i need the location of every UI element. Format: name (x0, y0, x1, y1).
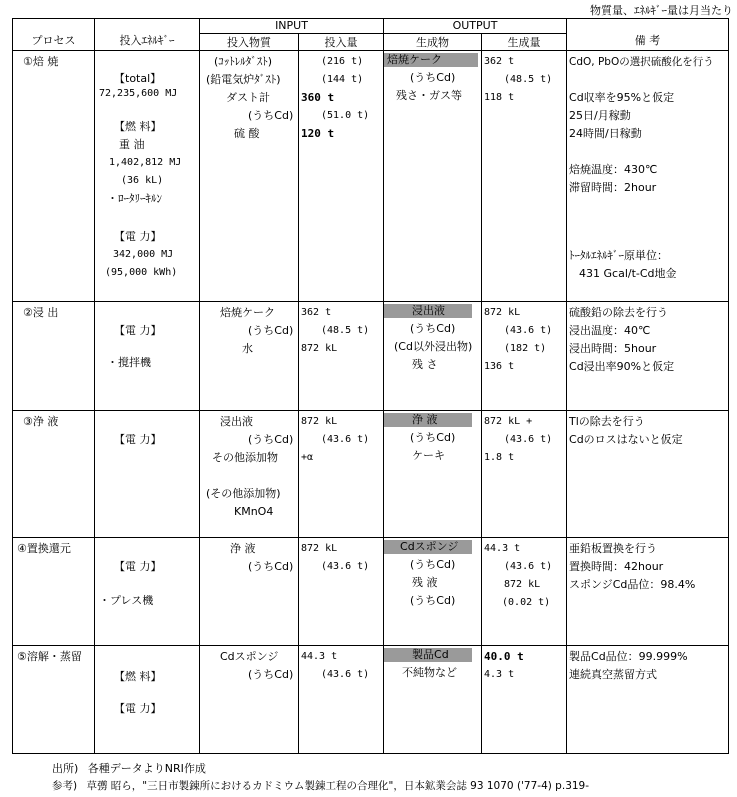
output-amount: 362 t (484, 56, 515, 68)
energy-line: 72,235,600 MJ (99, 88, 178, 100)
remark: 24時間/日稼動 (569, 127, 642, 141)
energy-line: 【電 力】 (114, 230, 162, 244)
output-amount: (182 t) (504, 343, 547, 355)
input-amount: 120 t (301, 127, 335, 141)
product: (うちCd) (410, 557, 456, 571)
input-material: (うちCd) (248, 324, 294, 338)
remark: 431 Gcal/t-Cd地金 (579, 267, 677, 281)
output-amount: (43.6 t) (504, 560, 553, 572)
input-amount: 872 kL (301, 542, 338, 554)
energy-line: 【電 力】 (114, 324, 162, 338)
process-name: ⑤溶解・蒸留 (17, 649, 82, 663)
product: (うちCd) (410, 322, 456, 336)
input-material: 硫 酸 (234, 127, 260, 141)
header-output: OUTPUT (384, 19, 567, 34)
input-material: その他添加物 (212, 450, 278, 464)
product: 不純物など (402, 665, 458, 679)
remark: 製品Cd品位：99.999% (569, 649, 688, 663)
remark: 連続真空蒸留方式 (569, 667, 658, 681)
process-name: ②浸 出 (23, 306, 59, 320)
input-material: 水 (242, 342, 253, 356)
input-material: (鉛電気炉ﾀﾞｽﾄ) (206, 73, 281, 87)
remark: 25日/月稼動 (569, 109, 631, 123)
table-row (13, 302, 729, 410)
input-amount: 872 kL (301, 343, 338, 355)
input-amount: +α (301, 451, 314, 463)
input-material: 浸出液 (220, 414, 253, 428)
output-amount: (43.6 t) (504, 325, 553, 337)
table-row (13, 537, 729, 645)
output-amount: 118 t (484, 92, 515, 104)
remark: 硫酸鉛の除去を行う (569, 306, 669, 320)
input-material: KMnO4 (234, 504, 274, 518)
reference-note (52, 778, 589, 793)
energy-line: 【燃 料】 (114, 669, 162, 683)
process-table (12, 18, 729, 754)
remark: Tlの除去を行う (569, 414, 645, 428)
output-amount: (0.02 t) (502, 596, 551, 608)
remark: 焙焼温度：430℃ (569, 163, 658, 177)
remark: 浸出温度：40℃ (569, 324, 651, 338)
process-name: ③浄 液 (23, 414, 59, 428)
product: 残さ・ガス等 (396, 89, 463, 103)
input-material: (うちCd) (248, 667, 294, 681)
remark: ﾄｰﾀﾙｴﾈﾙｷﾞｰ原単位： (569, 249, 669, 263)
remark: Cd浸出率90%と仮定 (569, 360, 675, 374)
output-amount: 136 t (484, 361, 515, 373)
energy-line: ・ﾛｰﾀﾘｰｷﾙﾝ (107, 192, 162, 206)
remark: Cd収率を95%と仮定 (569, 91, 675, 105)
input-amount: 872 kL (301, 415, 338, 427)
energy-line: 重 油 (119, 138, 145, 152)
source-label: 出所) (52, 762, 79, 775)
energy-line: 【電 力】 (114, 432, 162, 446)
remark: Cdのロスはないと仮定 (569, 432, 683, 446)
product: (うちCd) (410, 71, 456, 85)
input-material: (うちCd) (248, 559, 294, 573)
output-amount: 40.0 t (484, 649, 524, 663)
energy-line: 342,000 MJ (113, 249, 174, 261)
process-name: ①焙 焼 (23, 55, 59, 69)
process-name: ④置換還元 (17, 541, 71, 555)
product: (Cd以外浸出物) (394, 340, 473, 354)
input-amount: 362 t (301, 307, 332, 319)
input-amount: (51.0 t) (321, 110, 370, 122)
energy-line: 【電 力】 (114, 701, 162, 715)
input-material: (ｺｯﾄﾚﾙﾀﾞｽﾄ) (214, 55, 273, 69)
product-highlight: Cdスポンジ (384, 540, 472, 554)
header-remarks: 備 考 (567, 19, 729, 51)
header-product: 生成物 (384, 34, 482, 51)
energy-line: 【total】 (114, 72, 162, 86)
remark: スポンジCd品位：98.4% (569, 577, 696, 591)
input-amount: (43.6 t) (321, 433, 370, 445)
header-out-amount: 生成量 (482, 34, 567, 51)
product: (うちCd) (410, 430, 456, 444)
input-material: (うちCd) (248, 432, 294, 446)
output-amount: 872 kL (504, 578, 541, 590)
input-material: 浄 液 (230, 541, 256, 555)
source-note (52, 760, 206, 776)
input-amount: (144 t) (321, 74, 364, 86)
energy-line: 【燃 料】 (114, 120, 162, 134)
output-amount: 1.8 t (484, 451, 515, 463)
input-material: (その他添加物) (206, 486, 281, 500)
energy-line: 【電 力】 (114, 559, 162, 573)
product: 残 液 (412, 575, 438, 589)
reference-label: 参考) (52, 780, 78, 792)
remark: 浸出時間：5hour (569, 342, 657, 356)
input-amount: 360 t (301, 91, 335, 105)
source-text: 各種データよりNRI作成 (87, 762, 206, 775)
output-amount: (43.6 t) (504, 433, 553, 445)
product: ケーキ (412, 448, 446, 462)
input-amount: (43.6 t) (321, 668, 370, 680)
product-highlight: 焙焼ケーク (384, 53, 478, 67)
table-row (13, 51, 729, 302)
product-highlight: 浄 液 (384, 413, 472, 427)
output-amount: 4.3 t (484, 668, 515, 680)
input-material: 焙焼ケーク (220, 306, 275, 320)
input-amount: (216 t) (321, 56, 364, 68)
unit-note: 物質量、ｴﾈﾙｷﾞｰ量は月当たり (590, 4, 733, 17)
input-material: (うちCd) (248, 109, 294, 123)
input-amount: 44.3 t (301, 650, 338, 662)
remark: 滞留時間：2hour (569, 181, 657, 195)
output-amount: 872 kL (484, 307, 521, 319)
product-highlight: 製品Cd (384, 648, 472, 662)
input-material: Cdスポンジ (220, 649, 279, 663)
remark: CdO, PbOの選択硫酸化を行う (569, 56, 714, 69)
energy-line: ・プレス機 (99, 593, 154, 607)
table-row (13, 410, 729, 537)
input-amount: (48.5 t) (321, 325, 370, 337)
reference-text: 草彅 昭ら，"三日市製錬所におけるカドミウム製錬工程の合理化"，日本鉱業会誌 93 1070 ('77-4) p.319- (86, 780, 590, 792)
input-amount: (43.6 t) (321, 560, 370, 572)
output-amount: (48.5 t) (504, 74, 553, 86)
output-amount: 44.3 t (484, 542, 521, 554)
product-highlight: 浸出液 (384, 304, 472, 318)
header-process: プロセス (13, 19, 95, 51)
energy-line: 1,402,812 MJ (109, 157, 182, 169)
table-row (13, 645, 729, 753)
product: 残 さ (412, 358, 438, 372)
energy-line: ・撹拌機 (107, 356, 151, 370)
product: (うちCd) (410, 593, 456, 607)
energy-line: (36 kL) (121, 175, 164, 187)
input-material: ダスト計 (226, 91, 270, 105)
remark: 亜鉛板置換を行う (569, 541, 658, 555)
output-amount: 872 kL + (484, 415, 533, 427)
header-energy: 投入ｴﾈﾙｷﾞｰ (95, 19, 200, 51)
header-in-material: 投入物質 (200, 34, 299, 51)
energy-line: (95,000 kWh) (105, 267, 178, 279)
header-input: INPUT (200, 19, 384, 34)
header-in-amount: 投入量 (299, 34, 384, 51)
remark: 置換時間：42hour (569, 559, 664, 573)
